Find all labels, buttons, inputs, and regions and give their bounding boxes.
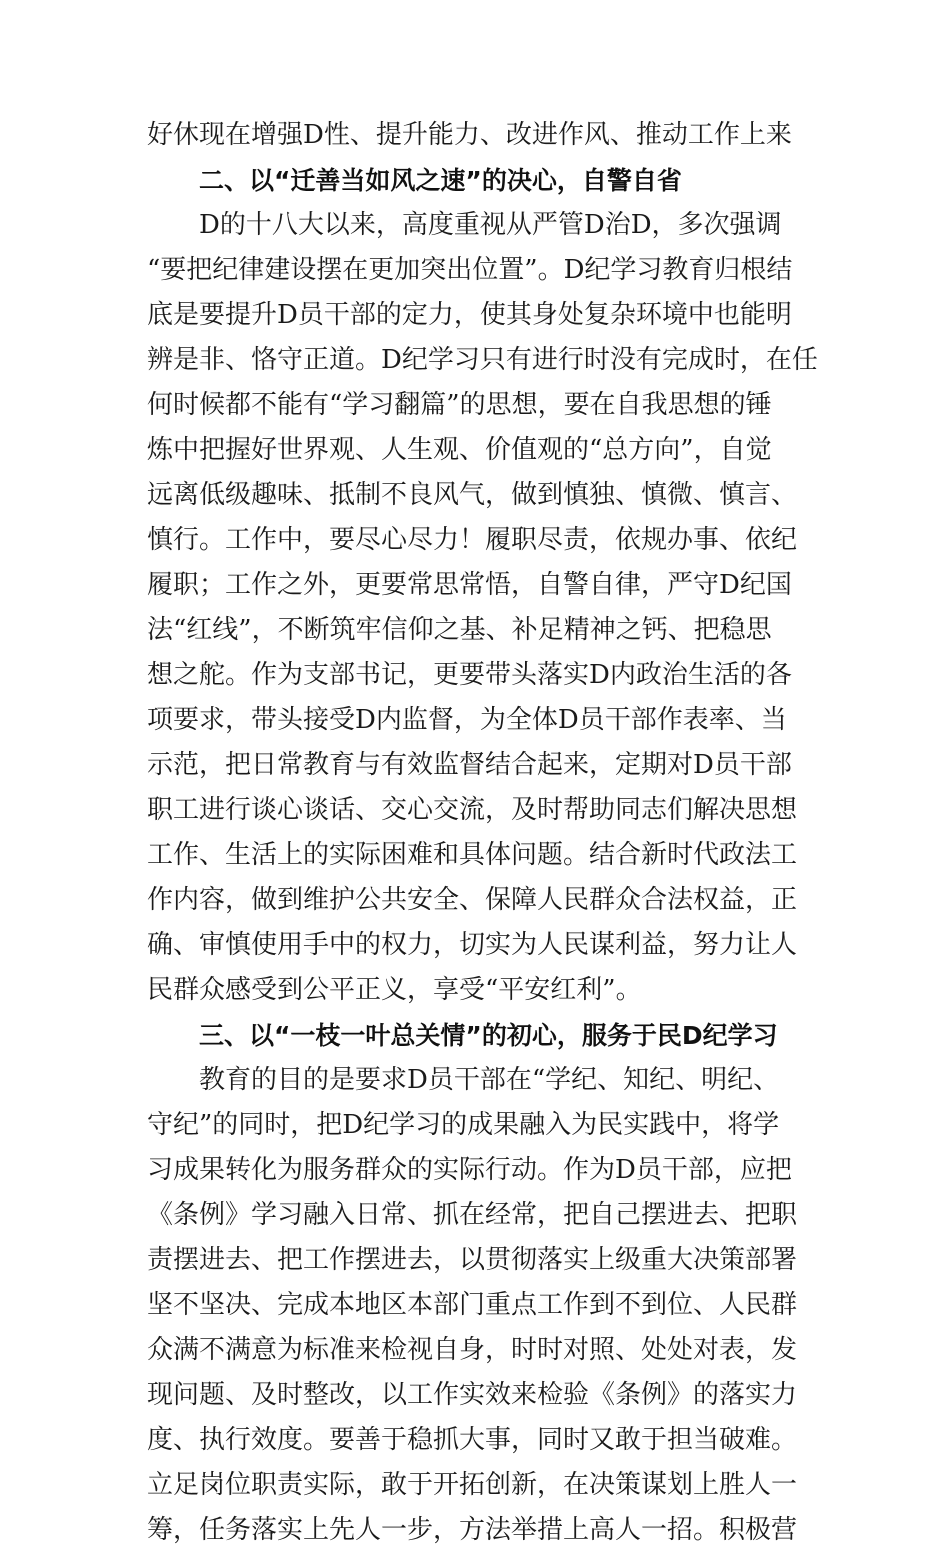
text-line-20: 民群众感受到公平正义，享受“平安红利”。 [147,975,642,1005]
text-line-29: 现问题、及时整改，以工作实效来检验《条例》的落实力 [147,1380,798,1410]
text-line-1: 好休现在增强D性、提升能力、改进作风、推动工作上来 [147,120,792,150]
text-line-12: 法“红线”，不断筑牢信仰之基、补足精神之钙、把稳思 [147,615,772,645]
text-line-17: 工作、生活上的实际困难和具体问题。结合新时代政法工 [147,840,798,870]
text-line-26: 责摆进去、把工作摆进去，以贯彻落实上级重大决策部署 [147,1245,798,1275]
text-line-5: 底是要提升D员干部的定力，使其身处复杂环境中也能明 [147,300,792,330]
text-line-28: 众满不满意为标准来检视自身，时时对照、处处对表，发 [147,1335,798,1365]
text-line-32: 筹，任务落实上先人一步，方法举措上高人一招。积极营 [147,1515,798,1545]
text-line-19: 确、审慎使用手中的权力，切实为人民谋利益，努力让人 [147,930,798,960]
text-line-10: 慎行。工作中，要尽心尽力！履职尽责，依规办事、依纪 [147,525,798,555]
text-line-15: 示范，把日常教育与有效监督结合起来，定期对D员干部 [147,750,792,780]
text-line-6: 辨是非、恪守正道。D纪学习只有进行时没有完成时，在任 [147,345,818,375]
section-heading-2: 二、以“迁善当如风之速”的决心，自警自省 [199,166,682,195]
text-line-18: 作内容，做到维护公共安全、保障人民群众合法权益，正 [147,885,798,915]
text-line-14: 项要求，带头接受D内监督，为全体D员干部作表率、当 [147,705,787,735]
text-line-7: 何时候都不能有“学习翻篇”的思想，要在自我思想的锤 [147,390,772,420]
text-line-30: 度、执行效度。要善于稳抓大事，同时又敢于担当破难。 [147,1425,798,1455]
text-line-4: “要把纪律建设摆在更加突出位置”。D纪学习教育归根结 [147,255,793,285]
text-line-24: 习成果转化为服务群众的实际行动。作为D员干部，应把 [147,1155,792,1185]
text-line-27: 坚不坚决、完成本地区本部门重点工作到不到位、人民群 [147,1290,798,1320]
section-heading-3: 三、以“一枝一叶总关情”的初心，服务于民D纪学习 [199,1021,778,1050]
text-line-25: 《条例》学习融入日常、抓在经常，把自己摆进去、把职 [147,1200,798,1230]
text-line-11: 履职；工作之外，更要常思常悟，自警自律，严守D纪国 [147,570,792,600]
text-line-8: 炼中把握好世界观、人生观、价值观的“总方向”，自觉 [147,435,772,465]
text-line-31: 立足岗位职责实际，敢于开拓创新，在决策谋划上胜人一 [147,1470,798,1500]
text-line-23: 守纪”的同时，把D纪学习的成果融入为民实践中，将学 [147,1110,780,1140]
text-line-16: 职工进行谈心谈话、交心交流，及时帮助同志们解决思想 [147,795,798,825]
text-line-22: 教育的目的是要求D员干部在“学纪、知纪、明纪、 [199,1065,780,1095]
text-line-3: D的十八大以来，高度重视从严管D治D，多次强调 [199,210,782,240]
text-line-13: 想之舵。作为支部书记，更要带头落实D内政治生活的各 [147,660,792,690]
text-line-9: 远离低级趣味、抵制不良风气，做到慎独、慎微、慎言、 [147,480,798,510]
document-body [147,113,818,1553]
